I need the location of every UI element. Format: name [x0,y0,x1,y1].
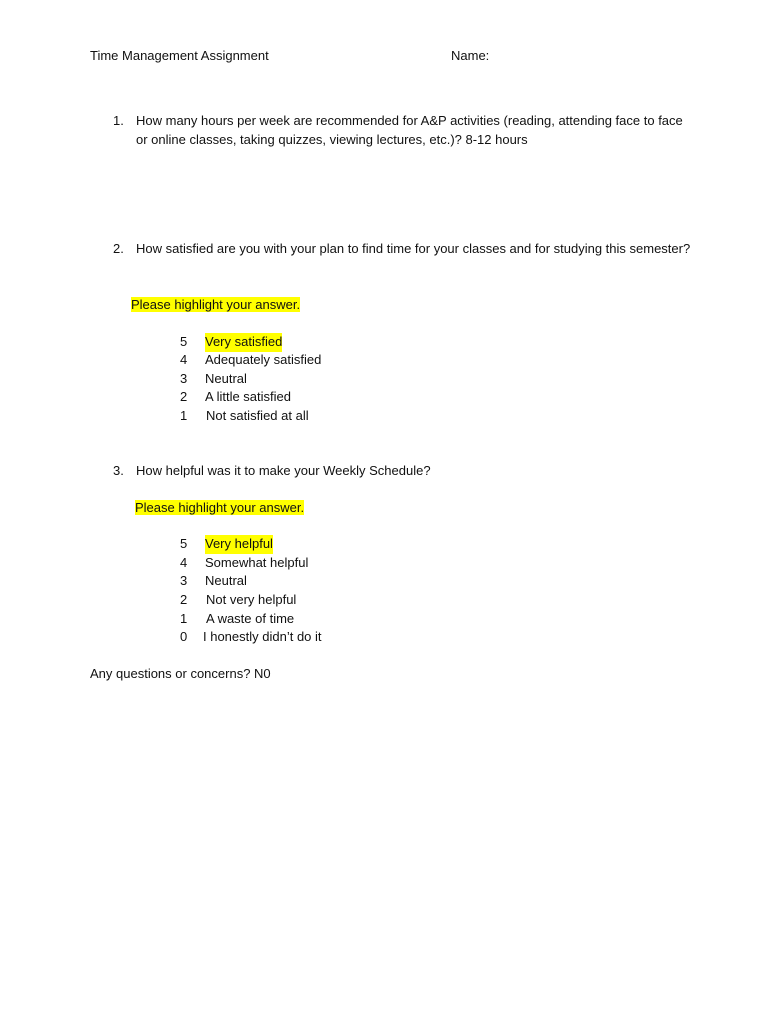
option-value: 5 [180,334,188,349]
option-label: I honestly didn’t do it [203,629,322,644]
question-2-number: 2. [113,241,124,256]
option-label: Not very helpful [206,592,297,607]
option-value: 4 [180,555,188,570]
option-label: Very satisfied [205,333,282,352]
option-label: Neutral [205,573,247,588]
question-3-instruction [135,499,304,518]
option-label: Adequately satisfied [205,352,322,367]
question-1-number: 1. [113,113,124,128]
option-value: 5 [180,536,188,551]
option-label: A waste of time [206,611,295,626]
question-2-instruction-text: Please highlight your answer. [131,297,301,312]
option-value: 4 [180,352,188,367]
name-label: Name: [451,48,490,63]
option-value: 2 [180,592,188,607]
question-2-instruction [131,296,300,315]
question-3-instruction-text: Please highlight your answer. [135,500,305,515]
option-label: Not satisfied at all [206,408,309,423]
questions-concerns: Any questions or concerns? N0 [90,666,271,681]
option-value: 2 [180,389,188,404]
option-label: Very helpful [205,535,273,554]
option-label: A little satisfied [205,389,291,404]
question-1-text: How many hours per week are recommended for A&P activities (reading, attending face to face or online classes, taking quizzes, viewing lectures, etc.)? 8-12 hours [136,113,683,147]
option-label: Somewhat helpful [205,555,309,570]
option-value: 1 [180,408,188,423]
question-3-number: 3. [113,463,124,478]
option-value: 3 [180,573,188,588]
option-label: Neutral [205,371,247,386]
option-value: 1 [180,611,188,626]
option-value: 3 [180,371,188,386]
document-title: Time Management Assignment [90,48,269,63]
question-2-text: How satisfied are you with your plan to find time for your classes and for studying this semester? [136,241,691,256]
option-value: 0 [180,629,188,644]
question-3-text: How helpful was it to make your Weekly Schedule? [136,463,431,478]
